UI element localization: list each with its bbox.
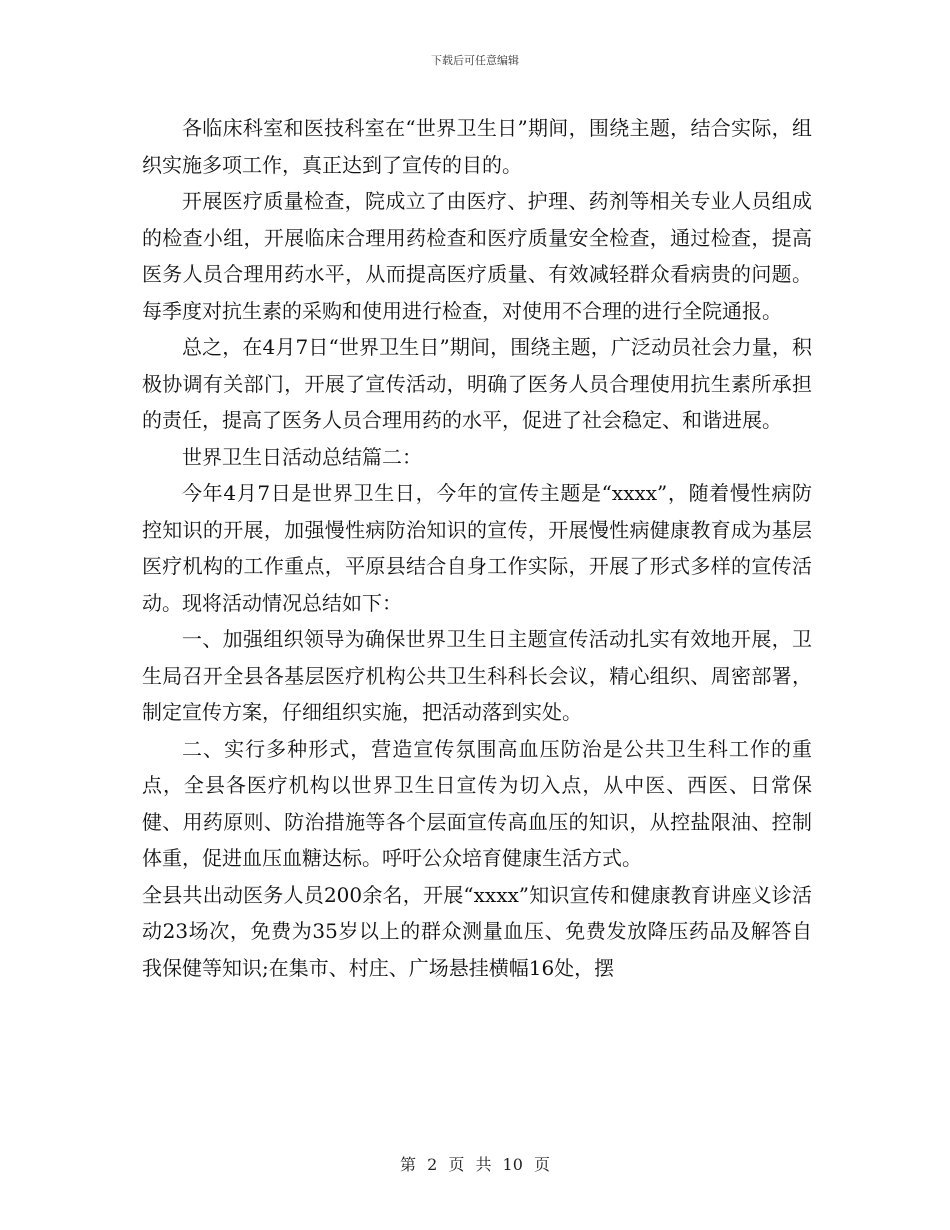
paragraph-5: 一、加强组织领导为确保世界卫生日主题宣传活动扎实有效地开展，卫生局召开全县各基层医疗机构公共卫生科科长会议，精心组织、周密部署，制定宣传方案，仔细组织实施，把活动落到实处。: [142, 627, 812, 724]
paragraph-1: 各临床科室和医技科室在“世界卫生日”期间，围绕主题，结合实际，组织实施多项工作，真正达到了宣传的目的。: [142, 116, 812, 177]
paragraph-4: 今年4月7日是世界卫生日，今年的宣传主题是“xxxx”，随着慢性病防控知识的开展，加强慢性病防治知识的宣传，开展慢性病健康教育成为基层医疗机构的工作重点，平原县结合自身工作实际，开展了形式多样的宣传活动。现将活动情况总结如下：: [142, 481, 812, 615]
paragraph-6: 二、实行多种形式，营造宣传氛围高血压防治是公共卫生科工作的重点，全县各医疗机构以世界卫生日宣传为切入点，从中医、西医、日常保健、用药原则、防治措施等各个层面宣传高血压的知识，从控盐限油、控制体重，促进血压血糖达标。呼吁公众培育健康生活方式。: [142, 736, 812, 870]
paragraph-3: 总之，在4月7日“世界卫生日”期间，围绕主题，广泛动员社会力量，积极协调有关部门，开展了宣传活动，明确了医务人员合理使用抗生素所承担的责任，提高了医务人员合理用药的水平，促进了社会稳定、和谐进展。: [142, 335, 812, 432]
section-heading: 世界卫生日活动总结篇二：: [182, 444, 422, 469]
paragraph-7: 全县共出动医务人员200余名，开展“xxxx”知识宣传和健康教育讲座义诊活动23场次，免费为35岁以上的群众测量血压、免费发放降压药品及解答自我保健等知识;在集市、村庄、广场悬挂横幅16处，摆: [142, 882, 812, 980]
paragraph-2: 开展医疗质量检查，院成立了由医疗、护理、药剂等相关专业人员组成的检查小组，开展临床合理用药检查和医疗质量安全检查，通过检查，提高医务人员合理用药水平，从而提高医疗质量、有效减轻群众看病贵的问题。每季度对抗生素的采购和使用进行检查，对使用不合理的进行全院通报。: [142, 189, 812, 323]
page-header-note: 下载后可任意编辑: [431, 54, 519, 67]
document-body: [142, 110, 812, 986]
page-number-footer: 第 2 页 共 10 页: [400, 1155, 550, 1174]
